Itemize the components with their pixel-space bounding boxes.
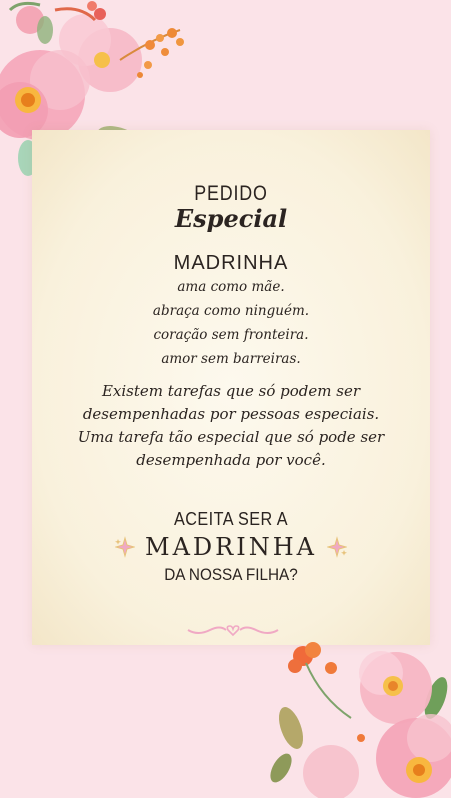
flower-bouquet-bottom-right — [251, 638, 451, 798]
madrinha-title: MADRINHA — [145, 533, 317, 561]
invitation-paragraph — [32, 380, 430, 472]
list-item: amor sem barreiras. — [161, 351, 301, 367]
title-pedido: PEDIDO — [194, 182, 268, 205]
paragraph-line: desempenhada por você. — [136, 451, 326, 469]
sparkle-icon — [327, 536, 347, 558]
paragraph-line: Uma tarefa tão especial que só pode ser — [77, 428, 385, 446]
madrinha-heading: MADRINHA — [173, 252, 289, 274]
list-item: abraça como ninguém. — [152, 303, 310, 319]
question-line-1: ACEITA SER A — [173, 509, 289, 529]
title-especial: Especial — [174, 204, 288, 233]
paragraph-line: desempenhadas por pessoas especiais. — [82, 405, 380, 423]
question-line-3: DA NOSSA FILHA? — [164, 565, 298, 584]
list-item: ama como mãe. — [177, 279, 285, 295]
sparkle-icon — [115, 536, 135, 558]
qualities-list — [32, 275, 430, 371]
heart-swirl-ornament — [186, 622, 280, 638]
paragraph-line: Existem tarefas que só podem ser — [101, 382, 361, 400]
list-item: coração sem fronteira. — [153, 327, 309, 343]
madrinha-row — [32, 533, 430, 561]
invitation-card — [32, 130, 430, 645]
